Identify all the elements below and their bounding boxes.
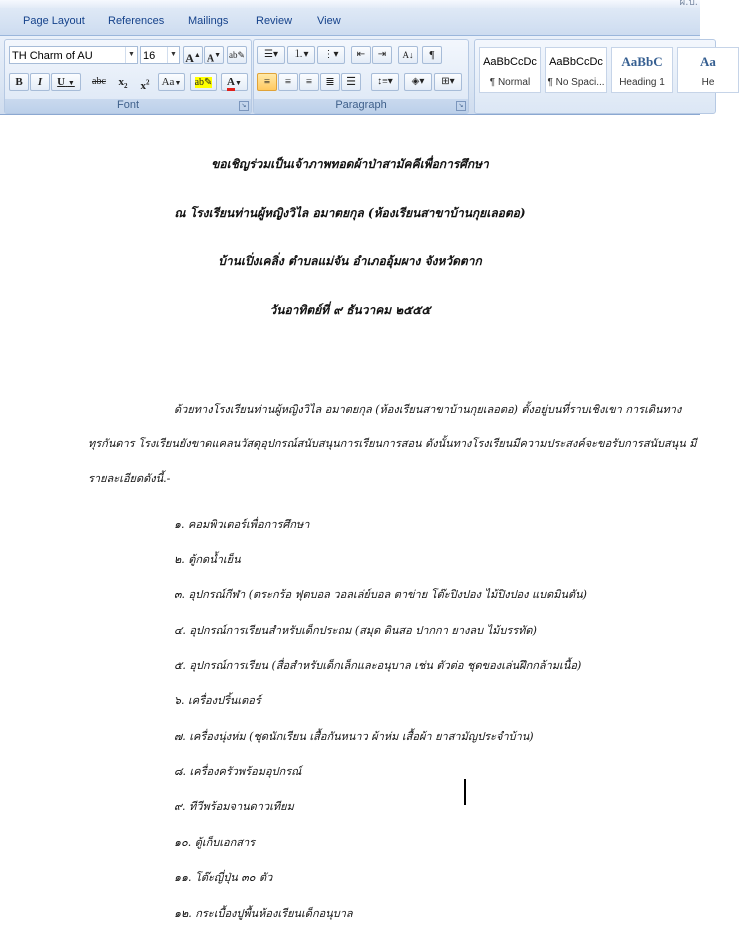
title-line-3: บ้านเปิ่งเคลิ่ง ตำบลแม่จัน อำเภออุ้มผาง จังหวัดตาก: [218, 254, 482, 268]
list-item: ๑๑. โต๊ะญี่ปุ่น ๓๐ ตัว: [174, 871, 273, 884]
tab-mailings[interactable]: Mailings: [188, 15, 229, 27]
text-cursor: [464, 779, 466, 805]
font-name-combo[interactable]: [9, 46, 138, 64]
font-size-value: 16: [143, 50, 156, 62]
italic-icon: I: [37, 76, 43, 88]
superscript-icon: $x^2$: [140, 78, 150, 92]
align-right-icon: ≡: [305, 76, 313, 88]
align-left-button[interactable]: [257, 73, 277, 91]
body-line-3: รายละเอียดดังนี้.-: [88, 472, 171, 485]
underline-button[interactable]: U ▼: [51, 73, 81, 91]
list-item: ๑๐. ตู้เก็บเอกสาร: [174, 836, 256, 849]
multilevel-list-icon: ⋮▾: [323, 49, 339, 60]
align-left-icon: ≡: [263, 76, 271, 88]
border-icon: ⊞▾: [441, 76, 455, 87]
justify-icon: ≣: [325, 76, 335, 88]
align-center-button[interactable]: [278, 73, 298, 91]
clear-formatting-button[interactable]: [227, 46, 247, 64]
body-line-2: ทุรกันดาร โรงเรียนยังขาดแคลนวัสดุอุปกรณ์สนับสนุนการเรียนการสอน ดังนั้นทางโรงเรียนมีความประสงค์จะขอรับการสนับสนุน มี: [88, 437, 697, 450]
decrease-indent-button[interactable]: [351, 46, 371, 64]
subscript-button[interactable]: [113, 73, 133, 91]
title-line-2: ณ โรงเรียนท่านผู้หญิงวิไล อมาตยกุล (ห้องเรียนสาขาบ้านกุยเลอตอ): [174, 206, 526, 220]
font-name-value: TH Charm of AU: [12, 50, 93, 62]
change-case-button[interactable]: Aa▼: [158, 73, 185, 91]
underline-icon: U: [57, 76, 66, 88]
bold-icon: B: [15, 76, 23, 88]
paragraph-group: [253, 39, 469, 114]
list-item: ๙. ทีวีพร้อมจานดาวเทียม: [174, 800, 294, 813]
sort-button[interactable]: [398, 46, 418, 64]
justify-button[interactable]: [320, 73, 340, 91]
style-name: He: [701, 77, 715, 88]
style-name: ¶ No Spaci...: [547, 77, 605, 88]
borders-button[interactable]: [434, 73, 462, 91]
document-page[interactable]: [0, 115, 700, 937]
title-line-1: ขอเชิญร่วมเป็นเจ้าภาพทอดผ้าป่าสามัคคีเพื่อการศึกษา: [211, 157, 489, 171]
grow-font-icon: A: [185, 51, 194, 65]
chevron-down-icon[interactable]: ▼: [125, 47, 137, 63]
chevron-down-icon[interactable]: ▼: [167, 47, 179, 63]
dialog-launcher-icon[interactable]: ↘: [456, 101, 466, 111]
style-heading-1[interactable]: [611, 47, 673, 93]
font-color-button[interactable]: A▼: [221, 73, 248, 91]
strikethrough-button[interactable]: [87, 73, 111, 91]
list-item: ๔. อุปกรณ์การเรียนสำหรับเด็กประถม (สมุด ดินสอ ปากกา ยางลบ ไม้บรรทัด): [174, 624, 537, 637]
style-no-spacing[interactable]: [545, 47, 607, 93]
show-marks-button[interactable]: [422, 46, 442, 64]
styles-gallery: [474, 39, 716, 114]
highlight-button[interactable]: [190, 73, 217, 91]
tab-references[interactable]: References: [108, 15, 165, 27]
body-line-1: ด้วยทางโรงเรียนท่านผู้หญิงวิไล อมาตยกุล (ห้องเรียนสาขาบ้านกุยเลอตอ) ตั้งอยู่บนที่ราบเชิงเขา การเดินทาง: [174, 403, 682, 416]
ribbon: [0, 36, 716, 115]
list-item: ๕. อุปกรณ์การเรียน (สื่อสำหรับเด็กเล็กและอนุบาล เช่น ตัวต่อ ชุดของเล่นฝึกกล้ามเนื้อ): [174, 659, 582, 672]
tab-view[interactable]: View: [317, 15, 341, 27]
tab-page-layout[interactable]: Page Layout: [23, 15, 85, 27]
style-sample: AaBbC: [621, 54, 663, 69]
align-right-button[interactable]: [299, 73, 319, 91]
pilcrow-icon: ¶: [429, 49, 435, 61]
align-center-icon: ≡: [284, 76, 292, 88]
italic-button[interactable]: [30, 73, 50, 91]
paragraph-group-label: Paragraph: [254, 99, 468, 113]
style-normal[interactable]: [479, 47, 541, 93]
increase-indent-icon: ⇥: [377, 49, 387, 60]
title-bar: [0, 0, 700, 8]
list-item: ๗. เครื่องนุ่งห่ม (ชุดนักเรียน เสื้อกันหนาว ผ้าห่ม เสื้อผ้า ยาสามัญประจำบ้าน): [174, 730, 534, 743]
style-name: ¶ Normal: [489, 77, 531, 88]
list-item: ๑. คอมพิวเตอร์เพื่อการศึกษา: [174, 518, 310, 531]
bullets-button[interactable]: [257, 46, 285, 64]
ribbon-tabs: [0, 8, 700, 36]
list-item: ๓. อุปกรณ์กีฬา (ตระกร้อ ฟุตบอล วอลเล่ย์บอล ตาข่าย โต๊ะปิงปอง ไม้ปิงปอง แบดมินตัน): [174, 588, 587, 601]
line-spacing-button[interactable]: [371, 73, 399, 91]
highlighter-icon: ab✎: [194, 77, 213, 88]
font-size-combo[interactable]: [140, 46, 180, 64]
numbered-list-icon: ⒈▾: [293, 49, 309, 60]
style-sample: Aa: [700, 54, 716, 69]
change-case-icon: Aa: [161, 76, 175, 88]
increase-indent-button[interactable]: [372, 46, 392, 64]
thai-distributed-button[interactable]: [341, 73, 361, 91]
numbering-button[interactable]: [287, 46, 315, 64]
font-color-icon: A: [227, 76, 235, 91]
font-group-label: Font: [5, 99, 251, 113]
sort-icon: A↓: [402, 50, 414, 60]
subscript-icon: $x_2$: [118, 76, 128, 91]
title-fragment-icon: ผ.บ.: [679, 0, 698, 8]
style-sample: AaBbCcDc: [549, 56, 603, 68]
style-sample: AaBbCcDc: [483, 56, 537, 68]
multilevel-list-button[interactable]: [317, 46, 345, 64]
superscript-button[interactable]: [135, 73, 155, 91]
line-spacing-icon: ↕≡▾: [377, 76, 393, 87]
dialog-launcher-icon[interactable]: ↘: [239, 101, 249, 111]
tab-review[interactable]: Review: [256, 15, 293, 27]
decrease-indent-icon: ⇤: [356, 49, 366, 60]
paint-bucket-icon: ◈▾: [411, 76, 425, 87]
strikethrough-icon: abc: [92, 76, 106, 87]
grow-font-button[interactable]: A▲: [183, 46, 203, 64]
style-heading-2[interactable]: [677, 47, 739, 93]
distributed-icon: ☰: [346, 76, 356, 88]
list-item: ๘. เครื่องครัวพร้อมอุปกรณ์: [174, 765, 302, 778]
list-item: ๑๒. กระเบื้องปูพื้นห้องเรียนเด็กอนุบาล: [174, 907, 353, 920]
title-line-4: วันอาทิตย์ที่ ๙ ธันวาคม ๒๕๕๕: [269, 303, 431, 317]
shading-button[interactable]: [404, 73, 432, 91]
list-item: ๒. ตู้กดน้ำเย็น: [174, 553, 241, 566]
shrink-font-icon: A: [206, 53, 215, 65]
list-item: ๖. เครื่องปริ้นเตอร์: [174, 694, 261, 707]
bold-button[interactable]: [9, 73, 29, 91]
style-name: Heading 1: [619, 77, 665, 88]
shrink-font-button[interactable]: A▼: [204, 46, 224, 64]
bullet-list-icon: ☰▾: [264, 49, 278, 60]
font-group: [4, 39, 252, 114]
eraser-icon: ab✎: [228, 50, 246, 60]
